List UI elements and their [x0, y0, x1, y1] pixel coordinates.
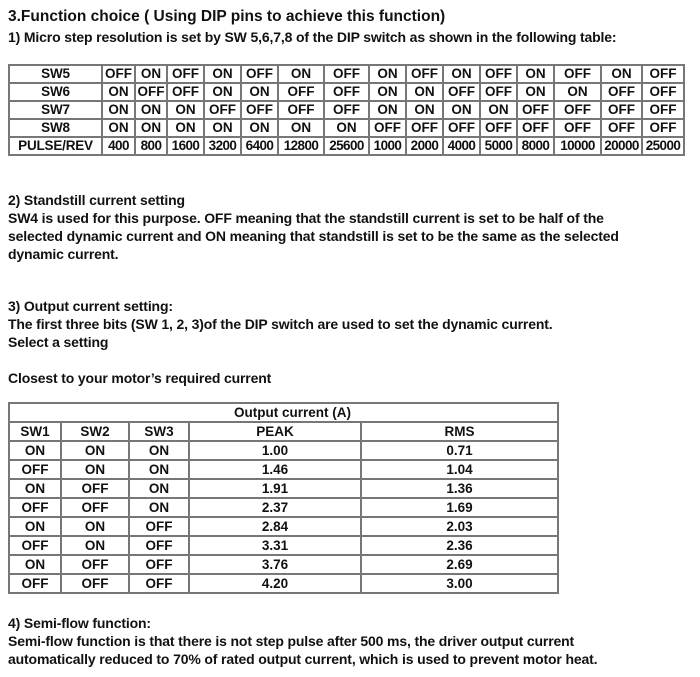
dip-cell: ON	[517, 83, 554, 101]
table-row	[9, 555, 558, 574]
dip-cell: ON	[554, 83, 601, 101]
column-header: SW2	[61, 422, 129, 441]
table-cell: ON	[129, 460, 189, 479]
dip-row-sw7	[9, 101, 684, 119]
table-cell: ON	[61, 460, 129, 479]
dip-cell: 25000	[642, 137, 684, 155]
table-cell: ON	[61, 536, 129, 555]
table-row	[9, 498, 558, 517]
dip-cell: ON	[241, 83, 278, 101]
dip-cell: ON	[135, 119, 167, 137]
dip-cell: OFF	[480, 65, 517, 83]
table-cell: 2.69	[361, 555, 558, 574]
table-cell: OFF	[61, 498, 129, 517]
dip-cell: ON	[369, 83, 406, 101]
dip-cell: OFF	[554, 65, 601, 83]
dip-cell: OFF	[554, 119, 601, 137]
dip-row-sw6	[9, 83, 684, 101]
dip-cell: ON	[167, 119, 204, 137]
table-cell: 2.37	[189, 498, 361, 517]
dip-cell: 3200	[204, 137, 241, 155]
dip-cell: OFF	[480, 119, 517, 137]
dip-cell: OFF	[517, 119, 554, 137]
dip-cell: OFF	[167, 83, 204, 101]
dip-cell: OFF	[278, 83, 324, 101]
dip-cell: OFF	[601, 101, 642, 119]
dip-cell: OFF	[554, 101, 601, 119]
table-cell: OFF	[9, 460, 61, 479]
table-cell: 1.04	[361, 460, 558, 479]
column-header: PEAK	[189, 422, 361, 441]
table-cell: OFF	[129, 555, 189, 574]
section3-line: The first three bits (SW 1, 2, 3)of the DIP switch are used to set the dynamic current.	[8, 316, 553, 332]
table-cell: OFF	[129, 517, 189, 536]
dip-cell: 10000	[554, 137, 601, 155]
table-row	[9, 479, 558, 498]
dip-cell: ON	[601, 65, 642, 83]
table-cell: 2.03	[361, 517, 558, 536]
dip-cell: ON	[517, 65, 554, 83]
dip-cell: ON	[406, 101, 443, 119]
dip-cell: 1600	[167, 137, 204, 155]
table-cell: 1.00	[189, 441, 361, 460]
dip-cell: ON	[278, 65, 324, 83]
section1-text: 1) Micro step resolution is set by SW 5,6,7,8 of the DIP switch as shown in the following table:	[8, 29, 617, 45]
dip-cell: OFF	[601, 83, 642, 101]
dip-cell: 20000	[601, 137, 642, 155]
table-cell: ON	[9, 441, 61, 460]
dip-cell: ON	[167, 101, 204, 119]
table-cell: 2.36	[361, 536, 558, 555]
dip-cell: ON	[369, 65, 406, 83]
section4-title: 4) Semi-flow function:	[8, 615, 151, 631]
dip-cell: OFF	[241, 101, 278, 119]
dip-cell: ON	[135, 65, 167, 83]
dip-cell: ON	[102, 83, 135, 101]
output-current-header: Output current (A)	[189, 403, 361, 422]
table-row	[9, 441, 558, 460]
table-cell: 1.46	[189, 460, 361, 479]
table-cell: OFF	[9, 536, 61, 555]
table-cell: 1.36	[361, 479, 558, 498]
dip-cell: OFF	[102, 65, 135, 83]
dip-row-sw8	[9, 119, 684, 137]
dip-cell: OFF	[278, 101, 324, 119]
section3-line: Select a setting	[8, 334, 109, 350]
dip-cell: OFF	[324, 83, 369, 101]
table-cell: ON	[9, 517, 61, 536]
table-cell: 1.91	[189, 479, 361, 498]
table-row	[9, 517, 558, 536]
dip-cell: OFF	[406, 65, 443, 83]
dip-cell: OFF	[601, 119, 642, 137]
dip-cell: OFF	[480, 83, 517, 101]
dip-cell: ON	[369, 101, 406, 119]
table-cell: 4.20	[189, 574, 361, 593]
dip-cell: OFF	[642, 65, 684, 83]
section2-title: 2) Standstill current setting	[8, 192, 185, 208]
dip-row-label: PULSE/REV	[9, 137, 102, 155]
dip-cell: 400	[102, 137, 135, 155]
section2-line: dynamic current.	[8, 246, 119, 262]
dip-cell: OFF	[324, 65, 369, 83]
column-header: RMS	[361, 422, 558, 441]
dip-cell: OFF	[204, 101, 241, 119]
table-group-header-row	[9, 403, 558, 422]
dip-row-label: SW7	[9, 101, 102, 119]
table-cell: 3.76	[189, 555, 361, 574]
dip-cell: OFF	[241, 65, 278, 83]
page-heading: 3.Function choice ( Using DIP pins to achieve this function)	[8, 8, 446, 25]
current-header-row	[9, 422, 558, 441]
dip-cell: ON	[406, 83, 443, 101]
dip-cell: OFF	[642, 83, 684, 101]
table-cell: ON	[9, 479, 61, 498]
table-cell: ON	[129, 441, 189, 460]
table-cell: OFF	[61, 479, 129, 498]
dip-cell: 12800	[278, 137, 324, 155]
dip-cell: OFF	[642, 101, 684, 119]
dip-cell: OFF	[167, 65, 204, 83]
table-cell: 0.71	[361, 441, 558, 460]
dip-cell: 25600	[324, 137, 369, 155]
table-cell: ON	[129, 479, 189, 498]
dip-cell: 4000	[443, 137, 480, 155]
column-header: SW3	[129, 422, 189, 441]
dip-cell: 5000	[480, 137, 517, 155]
table-cell: ON	[9, 555, 61, 574]
table-cell: OFF	[61, 555, 129, 574]
section2-line: SW4 is used for this purpose. OFF meaning that the standstill current is set to be half of the	[8, 210, 604, 226]
dip-cell: ON	[443, 101, 480, 119]
table-cell: OFF	[61, 574, 129, 593]
dip-cell: ON	[204, 83, 241, 101]
section3-closest: Closest to your motor’s required current	[8, 370, 272, 386]
dip-cell: ON	[204, 119, 241, 137]
dip-cell: ON	[480, 101, 517, 119]
table-cell: OFF	[129, 536, 189, 555]
table-cell: ON	[129, 498, 189, 517]
dip-row-label: SW8	[9, 119, 102, 137]
dip-cell: OFF	[517, 101, 554, 119]
dip-cell: ON	[135, 101, 167, 119]
column-header: SW1	[9, 422, 61, 441]
dip-cell: 8000	[517, 137, 554, 155]
section4-line: automatically reduced to 70% of rated output current, which is used to prevent motor heat.	[8, 651, 598, 667]
dip-cell: OFF	[443, 83, 480, 101]
dip-row-pulse-rev	[9, 137, 684, 155]
section4-line: Semi-flow function is that there is not step pulse after 500 ms, the driver output current	[8, 633, 575, 649]
table-row	[9, 460, 558, 479]
dip-row-label: SW6	[9, 83, 102, 101]
table-cell: OFF	[9, 498, 61, 517]
table-cell: OFF	[129, 574, 189, 593]
table-cell: 3.31	[189, 536, 361, 555]
table-cell: OFF	[9, 574, 61, 593]
dip-cell: ON	[204, 65, 241, 83]
section2-line: selected dynamic current and ON meaning that standstill is set to be the same as the selected	[8, 228, 619, 244]
dip-cell: ON	[241, 119, 278, 137]
dip-cell: OFF	[369, 119, 406, 137]
dip-cell: ON	[102, 101, 135, 119]
table-cell: ON	[61, 441, 129, 460]
dip-cell: 6400	[241, 137, 278, 155]
table-row	[9, 574, 558, 593]
dip-cell: ON	[102, 119, 135, 137]
dip-row-sw5	[9, 65, 684, 83]
dip-cell: OFF	[642, 119, 684, 137]
dip-cell: OFF	[443, 119, 480, 137]
table-cell: 3.00	[361, 574, 558, 593]
section3-title: 3) Output current setting:	[8, 298, 173, 314]
dip-cell: 800	[135, 137, 167, 155]
table-row	[9, 536, 558, 555]
dip-cell: ON	[324, 119, 369, 137]
dip-cell: OFF	[324, 101, 369, 119]
output-current-table	[8, 402, 559, 594]
dip-cell: ON	[443, 65, 480, 83]
dip-cell: OFF	[135, 83, 167, 101]
dip-cell: 2000	[406, 137, 443, 155]
microstep-dip-table	[8, 64, 685, 156]
dip-cell: 1000	[369, 137, 406, 155]
dip-cell: OFF	[406, 119, 443, 137]
table-cell: 2.84	[189, 517, 361, 536]
dip-row-label: SW5	[9, 65, 102, 83]
table-cell: 1.69	[361, 498, 558, 517]
table-cell: ON	[61, 517, 129, 536]
dip-cell: ON	[278, 119, 324, 137]
